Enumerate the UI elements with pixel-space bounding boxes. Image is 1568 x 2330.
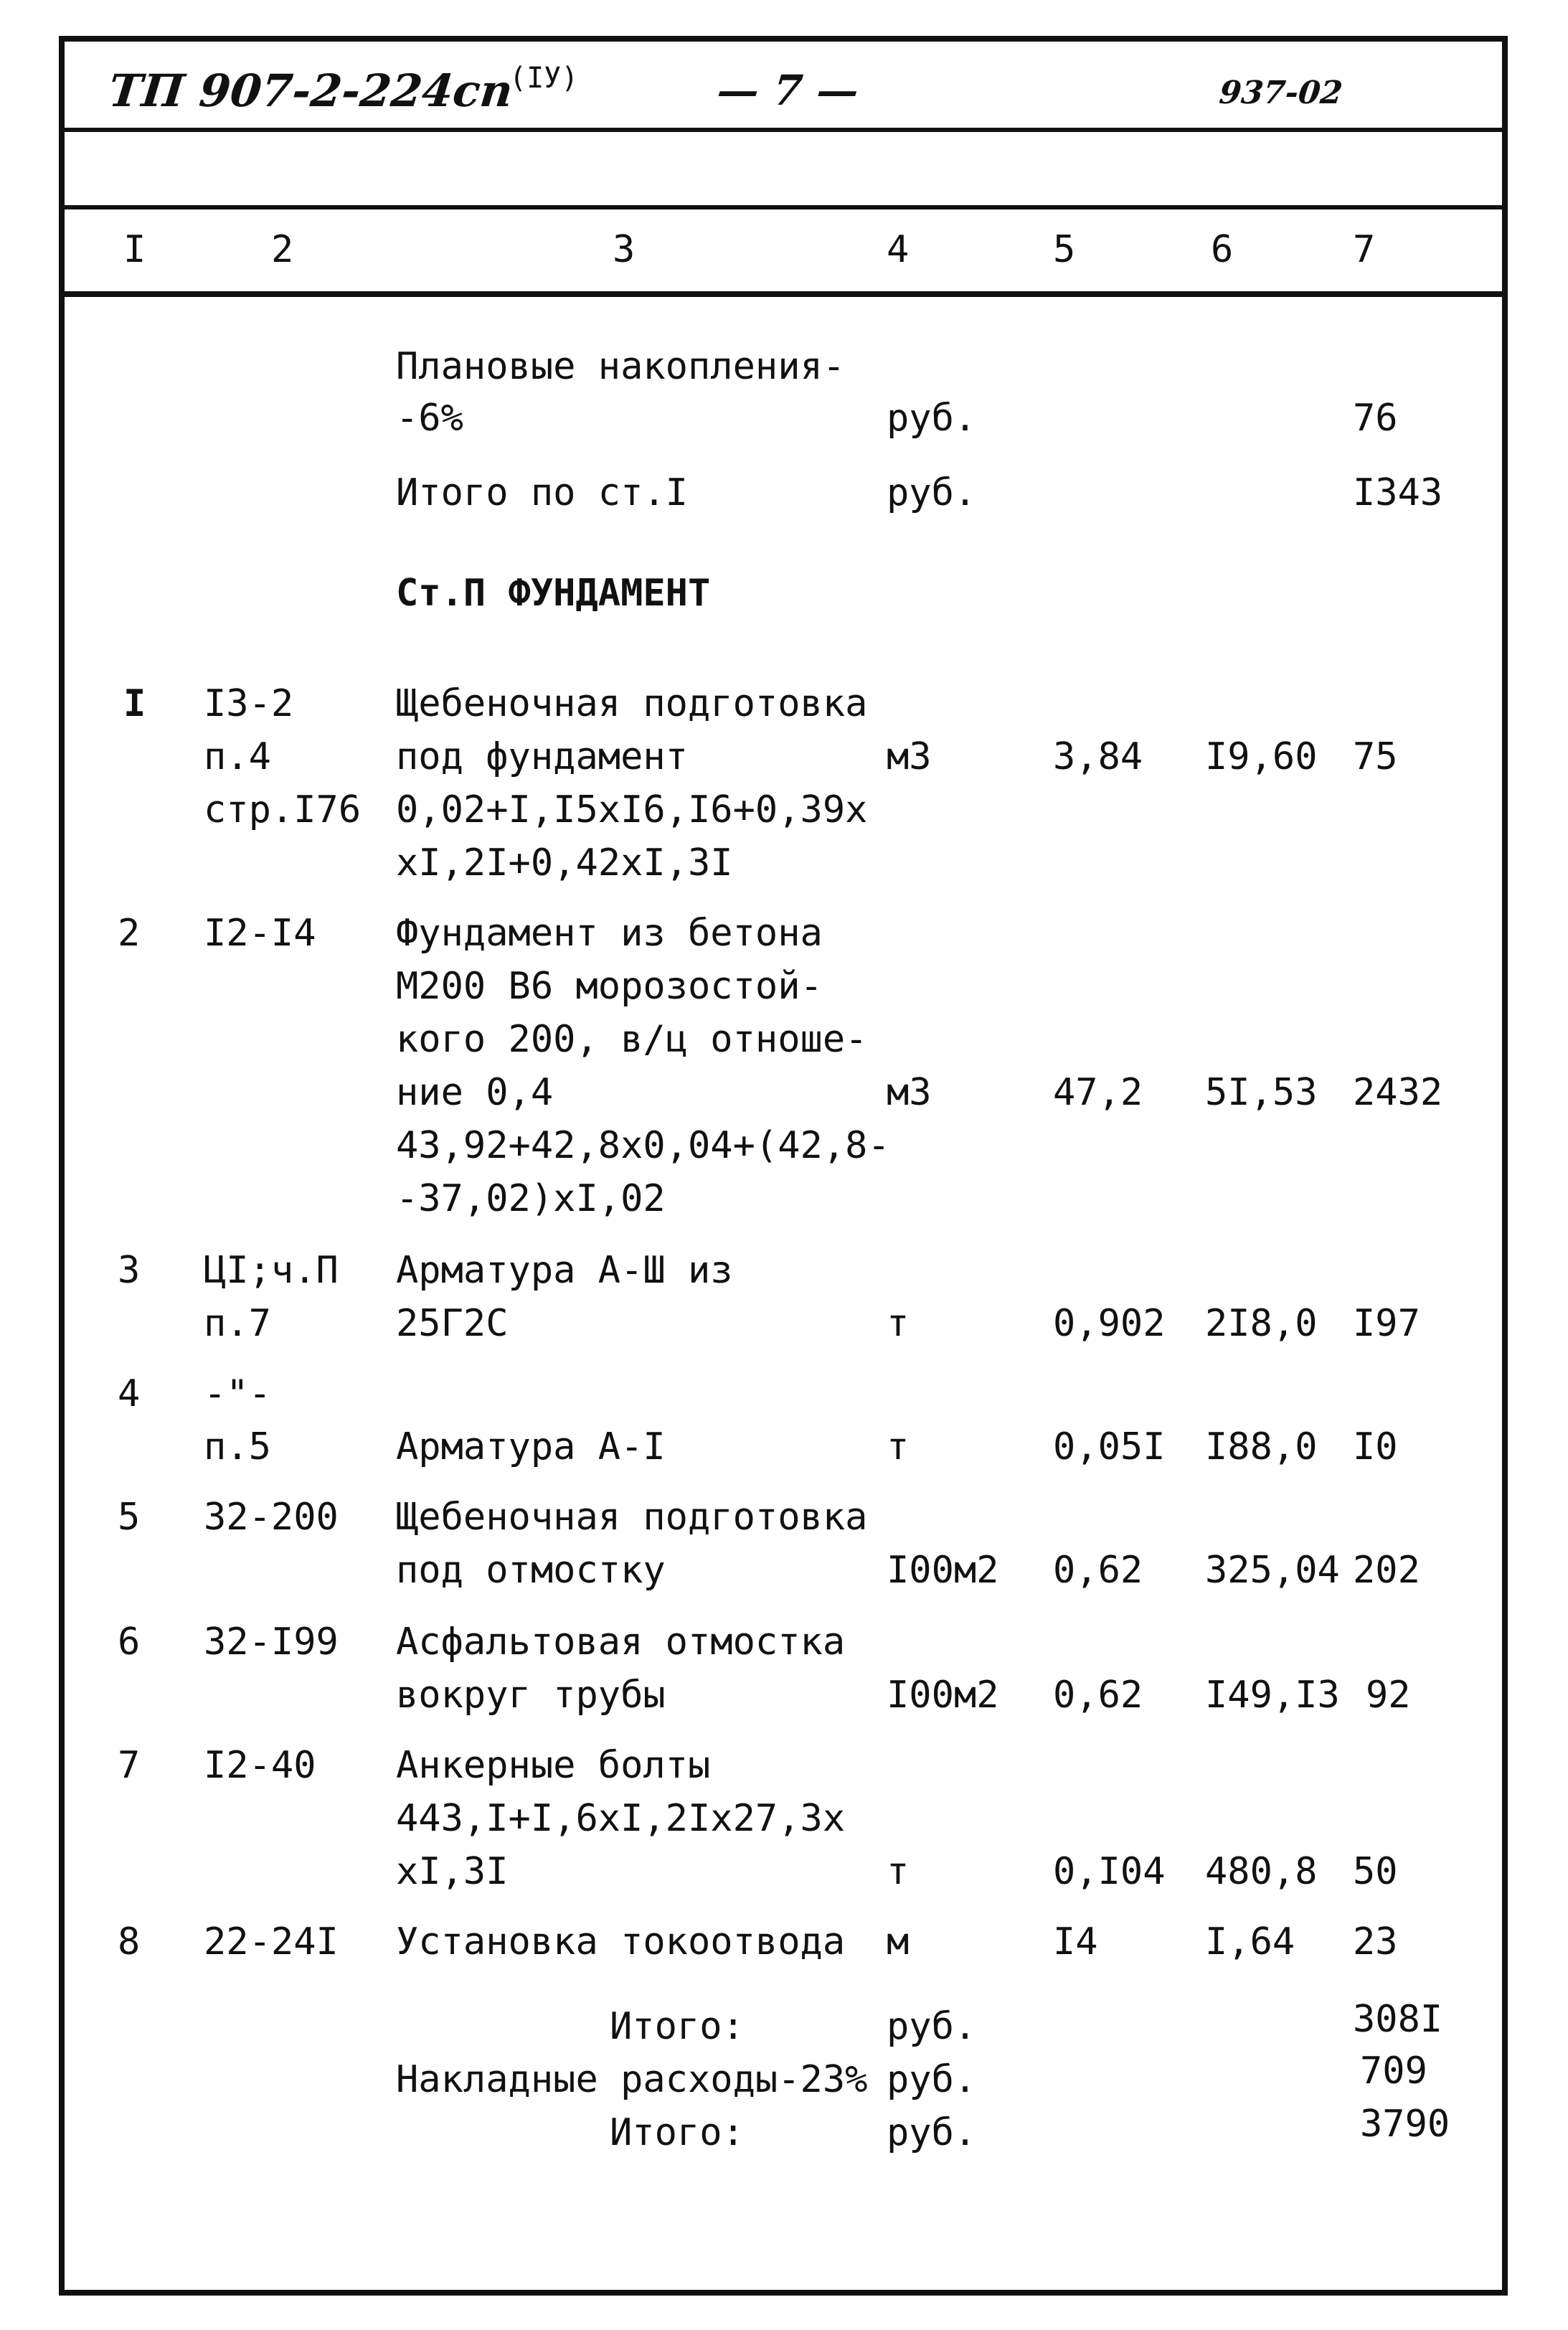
item-desc: 443,I+I,6хI,2Iх27,3х — [396, 1797, 846, 1840]
item-price: 480,8 — [1205, 1850, 1318, 1893]
item-desc: Арматура А-Ш из — [396, 1249, 733, 1292]
item-desc: под фундамент — [396, 735, 688, 778]
item-qty: 0,05I — [1053, 1425, 1166, 1468]
item-code: I2-I4 — [204, 912, 316, 955]
item-qty: 0,62 — [1053, 1674, 1143, 1717]
item-code: I3-2 — [204, 682, 294, 725]
summary-total: 308I — [1353, 1998, 1443, 2041]
item-code: 32-I99 — [204, 1621, 339, 1664]
summary-total: 3790 — [1360, 2103, 1450, 2146]
item-number: 3 — [118, 1249, 141, 1292]
summary-unit: руб. — [887, 2058, 977, 2101]
item-code: п.4 — [204, 735, 271, 778]
item-desc: хI,3I — [396, 1850, 509, 1893]
item-price: 2I8,0 — [1205, 1302, 1318, 1345]
item-number: 4 — [118, 1372, 141, 1415]
item-unit: I00м2 — [887, 1674, 999, 1717]
page-marker: — 7 — — [714, 66, 861, 115]
item-total: 23 — [1353, 1920, 1398, 1963]
item-total: 2432 — [1353, 1071, 1443, 1114]
item-price: I88,0 — [1205, 1425, 1318, 1468]
item-unit: м3 — [887, 735, 932, 778]
item-desc: 0,02+I,I5хI6,I6+0,39х — [396, 788, 868, 831]
pre-row-total: 76 — [1353, 397, 1398, 440]
header-divider — [65, 128, 1502, 132]
item-number: 2 — [118, 912, 141, 955]
item-desc: вокруг трубы — [396, 1674, 666, 1717]
item-desc: Щебеночная подготовка — [396, 682, 868, 725]
sheet-code: 937-02 — [1217, 75, 1345, 111]
item-code: п.5 — [204, 1425, 271, 1468]
item-unit: т — [887, 1302, 910, 1345]
blank-row-divider — [65, 205, 1502, 209]
item-desc: Асфальтовая отмостка — [396, 1621, 846, 1664]
pre-row-desc: Итого по ст.I — [396, 471, 688, 514]
item-desc: 43,92+42,8х0,04+(42,8- — [396, 1124, 890, 1167]
item-qty: 0,62 — [1053, 1549, 1143, 1592]
item-qty: 47,2 — [1053, 1071, 1143, 1114]
item-desc: хI,2I+0,42хI,3I — [396, 841, 733, 885]
item-total: 92 — [1366, 1674, 1411, 1717]
item-qty: 0,902 — [1053, 1302, 1166, 1345]
item-desc: -37,02)хI,02 — [396, 1177, 666, 1220]
summary-label: Накладные расходы-23% — [396, 2058, 868, 2101]
item-price: I49,I3 — [1205, 1674, 1340, 1717]
item-desc: ние 0,4 — [396, 1071, 554, 1114]
summary-label: Итого: — [610, 2111, 745, 2154]
item-price: I9,60 — [1205, 735, 1318, 778]
item-price: 325,04 — [1205, 1549, 1340, 1592]
item-desc: М200 В6 морозостой- — [396, 965, 823, 1008]
item-desc: Фундамент из бетона — [396, 912, 823, 955]
summary-unit: руб. — [887, 2111, 977, 2154]
column-header-5: 5 — [1053, 228, 1076, 271]
item-unit: м3 — [887, 1071, 932, 1114]
item-unit: м — [887, 1920, 910, 1963]
item-code: I2-40 — [204, 1744, 316, 1787]
column-header-1: I — [123, 228, 146, 271]
item-number: 5 — [118, 1496, 141, 1539]
item-code: -"- — [204, 1372, 271, 1415]
item-total: 75 — [1353, 735, 1398, 778]
item-number: 7 — [118, 1744, 141, 1787]
item-desc: Щебеночная подготовка — [396, 1496, 868, 1539]
item-desc: Арматура А-I — [396, 1425, 666, 1468]
column-header-2: 2 — [271, 228, 294, 271]
summary-label: Итого: — [610, 2005, 745, 2048]
document-code-suffix: (IУ) — [509, 62, 579, 95]
column-header-6: 6 — [1211, 228, 1234, 271]
column-header-7: 7 — [1353, 228, 1376, 271]
item-number: 8 — [118, 1920, 141, 1963]
item-number: I — [123, 682, 146, 725]
item-number: 6 — [118, 1621, 141, 1664]
pre-row-unit: руб. — [887, 471, 977, 514]
pre-row-desc: -6% — [396, 397, 463, 440]
item-unit: т — [887, 1850, 910, 1893]
column-header-divider — [65, 291, 1502, 297]
pre-row-desc: Плановые накопления- — [396, 345, 846, 388]
item-qty: I4 — [1053, 1920, 1098, 1963]
item-qty: 0,I04 — [1053, 1850, 1166, 1893]
item-code: ЦI;ч.П — [204, 1249, 339, 1292]
item-total: 50 — [1353, 1850, 1398, 1893]
column-header-3: 3 — [613, 228, 636, 271]
item-desc: Установка токоотвода — [396, 1920, 846, 1963]
summary-total: 709 — [1360, 2050, 1427, 2093]
item-desc: под отмостку — [396, 1549, 666, 1592]
item-code: 32-200 — [204, 1496, 339, 1539]
column-header-4: 4 — [887, 228, 910, 271]
document-code: ТП 907-2-224сп — [106, 65, 516, 117]
item-unit: т — [887, 1425, 910, 1468]
item-code: 22-24I — [204, 1920, 339, 1963]
item-total: I0 — [1353, 1425, 1398, 1468]
item-code: п.7 — [204, 1302, 271, 1345]
item-qty: 3,84 — [1053, 735, 1143, 778]
section-title: Ст.П ФУНДАМЕНТ — [396, 572, 711, 615]
pre-row-total: I343 — [1353, 471, 1443, 514]
item-desc: 25Г2С — [396, 1302, 509, 1345]
summary-unit: руб. — [887, 2005, 977, 2048]
item-code: стр.I76 — [204, 788, 362, 831]
pre-row-unit: руб. — [887, 397, 977, 440]
item-desc: Анкерные болты — [396, 1744, 711, 1787]
item-unit: I00м2 — [887, 1549, 999, 1592]
item-total: 202 — [1353, 1549, 1420, 1592]
item-price: I,64 — [1205, 1920, 1295, 1963]
item-total: I97 — [1353, 1302, 1420, 1345]
item-price: 5I,53 — [1205, 1071, 1318, 1114]
item-desc: кого 200, в/ц отноше- — [396, 1018, 868, 1061]
